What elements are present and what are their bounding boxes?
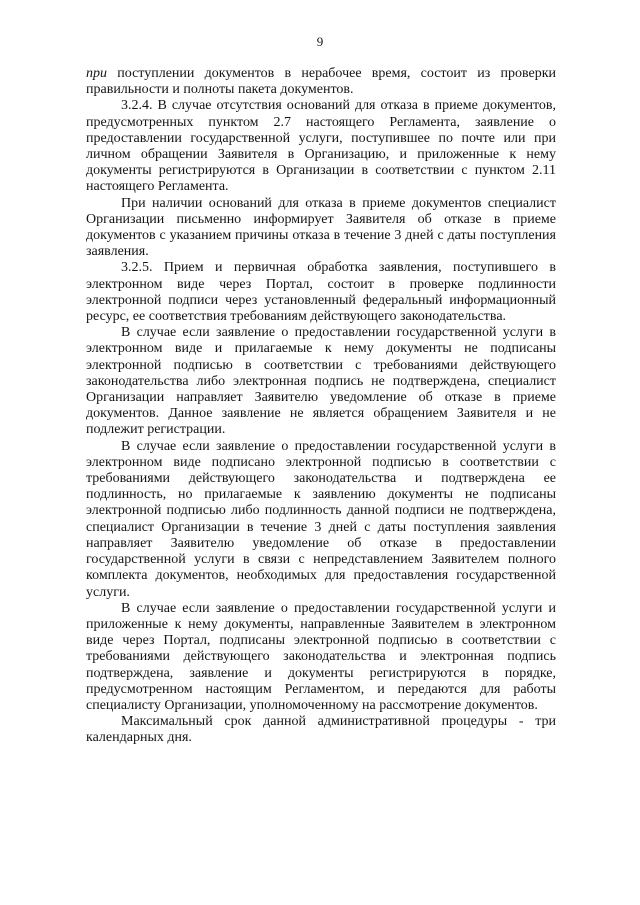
paragraph-3-2-4: 3.2.4. В случае отсутствия оснований для отказа в приеме документов, предусмотренных пунктом 2.7 настоящего Регламента, заявление о предоставлении государственной услуги, поступившее по почте или при личном обращении Заявителя в Организацию, и приложенные к нему документы регистрируются в Организации в соответствии с пунктом 2.11 настоящего Регламента. (86, 98, 556, 195)
paragraph-unsigned-attachments: В случае если заявление о предоставлении государственной услуги в электронном виде подписано электронной подписью в соответствии с требованиями действующего законодательства и подтверждена ее подлинность, но прилагаемые к заявлению документы не подписаны электронной подписью либо подлинность данной подписи не подтверждена, специалист Организации в течение 3 дней с даты поступления заявления направляет Заявителю уведомление об отказе в предоставлении государственной услуги в связи с непредставлением Заявителем полного комплекта документов, необходимых для предоставления государственной услуги. (86, 438, 556, 600)
paragraph-signed-application: В случае если заявление о предоставлении государственной услуги и приложенные к нему документы, направленные Заявителем в электронном виде через Портал, подписаны электронной подписью в соответствии с требованиями действующего законодательства и электронная подпись подтверждена, заявление и документы регистрируются в порядке, предусмотренном настоящим Регламентом, и передаются для работы специалисту Организации, уполномоченному на рассмотрение документов. (86, 600, 556, 713)
paragraph-lead-word: при (86, 66, 107, 81)
page-number: 9 (316, 34, 324, 49)
paragraph-text: поступлении документов в нерабочее время, состоит из проверки правильности и полноты пакета документов. (86, 66, 556, 98)
paragraph-max-duration: Максимальный срок данной административной процедуры - три календарных дня. (86, 714, 556, 746)
paragraph-intake-after-hours (86, 66, 556, 98)
paragraph-3-2-5: 3.2.5. Прием и первичная обработка заявления, поступившего в электронном виде через Портал, состоит в проверке подлинности электронной подписи через установленный федеральный информационный ресурс, ее соответствия требованиям действующего законодательства. (86, 260, 556, 325)
paragraph-refusal-grounds: При наличии оснований для отказа в приеме документов специалист Организации письменно информирует Заявителя об отказе в приеме документов с указанием причины отказа в течение 3 дней с даты поступления заявления. (86, 195, 556, 260)
paragraph-unsigned-application: В случае если заявление о предоставлении государственной услуги в электронном виде и прилагаемые к нему документы не подписаны электронной подписью в соответствии с требованиями действующего законодательства либо электронная подпись не подтверждена, специалист Организации направляет Заявителю уведомление об отказе в приеме документов. Данное заявление не является обращением Заявителя и не подлежит регистрации. (86, 325, 556, 438)
document-body (86, 66, 556, 747)
